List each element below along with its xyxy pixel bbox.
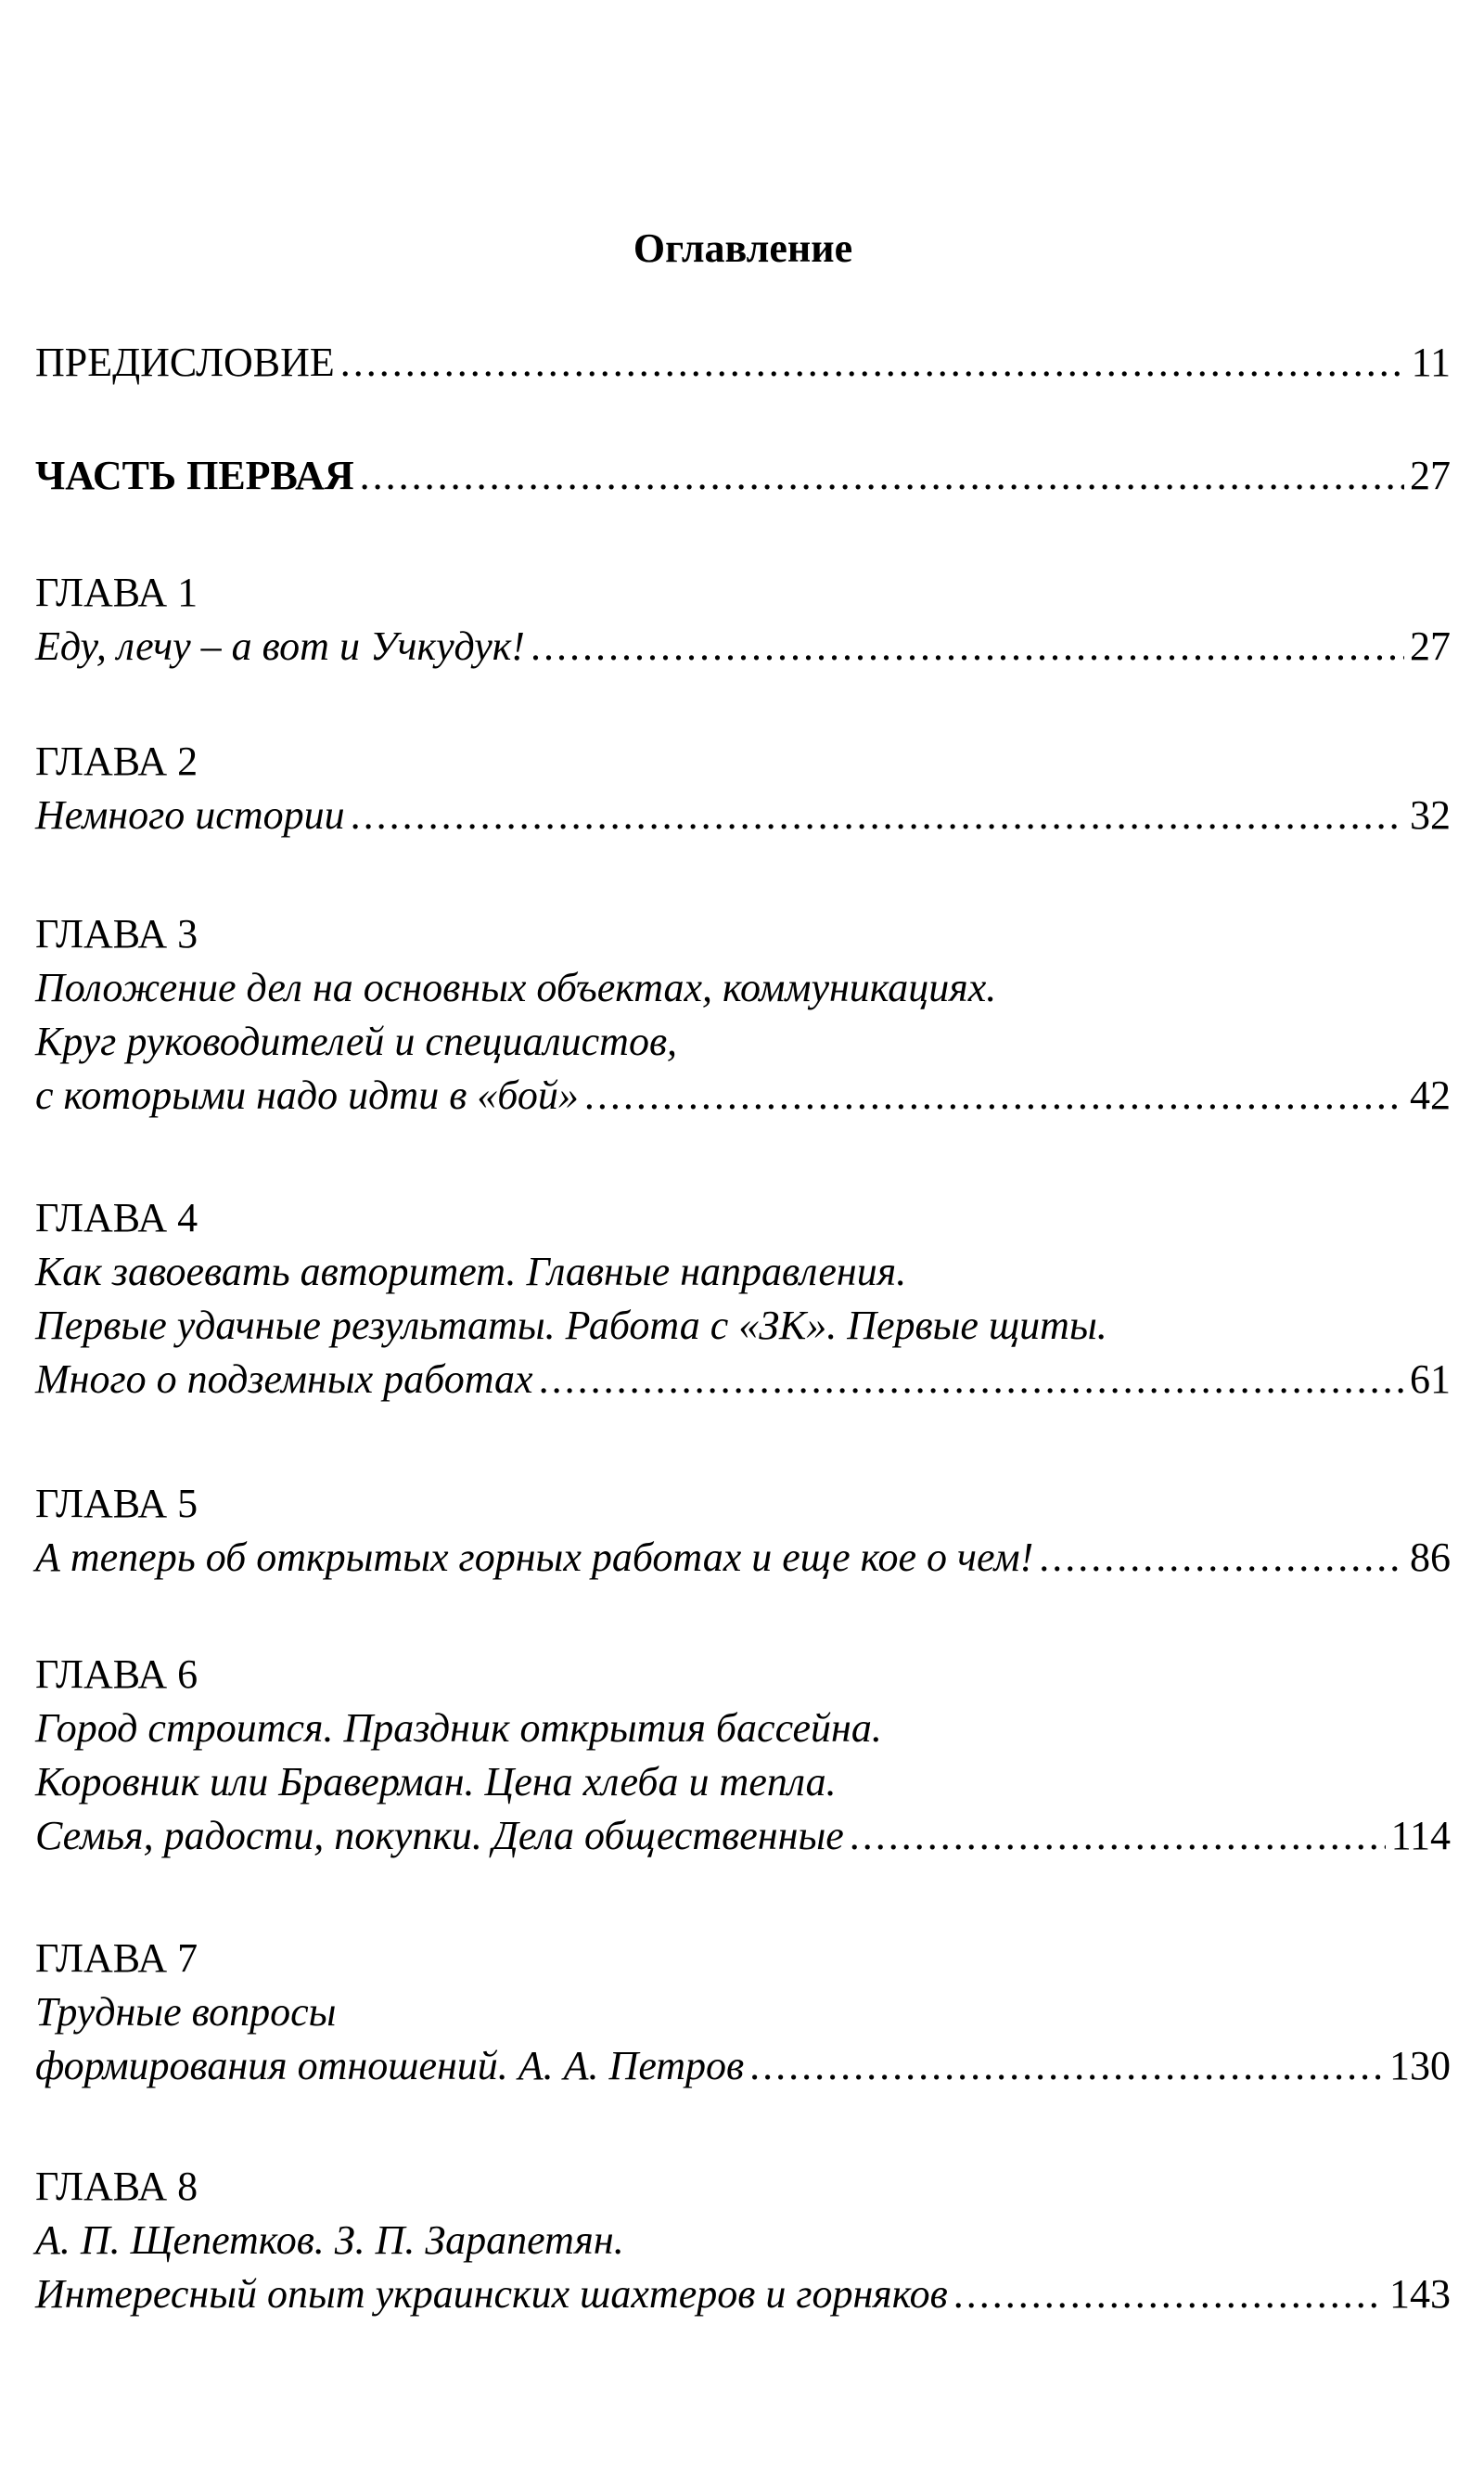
entry-page: 86 xyxy=(1410,1535,1451,1580)
chapter-title: Интересный опыт украинских шахтеров и горняков xyxy=(35,2271,948,2317)
dot-leader xyxy=(1039,1531,1404,1585)
toc-chapter xyxy=(35,735,1451,842)
toc-chapter xyxy=(35,907,1451,1123)
entry-page: 130 xyxy=(1389,2043,1451,2088)
chapter-title: Немного истории xyxy=(35,792,345,838)
chapter-title: А теперь об открытых горных работах и еще кое о чем! xyxy=(35,1535,1034,1580)
entry-page: 114 xyxy=(1390,1813,1451,1858)
chapter-title-line: Коровник или Браверман. Цена хлеба и тепла. xyxy=(35,1759,837,1805)
toc-chapter xyxy=(35,566,1451,674)
entry-page: 11 xyxy=(1411,340,1451,385)
toc-title: Оглавление xyxy=(633,225,853,271)
chapter-heading: ГЛАВА 1 xyxy=(35,570,198,615)
chapter-heading: ГЛАВА 2 xyxy=(35,739,198,784)
entry-label: ПРЕДИСЛОВИЕ xyxy=(35,340,335,385)
dot-leader xyxy=(531,620,1404,674)
entry-page: 27 xyxy=(1410,623,1451,669)
entry-page: 61 xyxy=(1410,1356,1451,1402)
dot-leader xyxy=(340,336,1406,390)
chapter-title: Семья, радости, покупки. Дела общественные xyxy=(35,1813,844,1858)
entry-page: 27 xyxy=(1410,453,1451,498)
dot-leader xyxy=(953,2267,1384,2321)
chapter-title: формирования отношений. А. А. Петров xyxy=(35,2043,745,2088)
chapter-title: с которыми надо идти в «бой» xyxy=(35,1072,579,1118)
entry-label: ЧАСТЬ ПЕРВАЯ xyxy=(35,453,354,498)
toc-chapter xyxy=(35,2160,1451,2321)
dot-leader xyxy=(360,449,1404,503)
chapter-heading: ГЛАВА 6 xyxy=(35,1651,198,1697)
chapter-heading: ГЛАВА 5 xyxy=(35,1481,198,1526)
chapter-title-line: Трудные вопросы xyxy=(35,1989,337,2035)
toc-entry-part xyxy=(35,449,1451,503)
toc-chapter xyxy=(35,1477,1451,1585)
chapter-heading: ГЛАВА 3 xyxy=(35,911,198,957)
dot-leader xyxy=(850,1809,1386,1863)
chapter-title-line: Положение дел на основных объектах, коммуникациях. xyxy=(35,965,997,1010)
toc-chapter xyxy=(35,1648,1451,1863)
toc-entry-preface xyxy=(35,336,1451,390)
chapter-title: Много о подземных работах xyxy=(35,1356,533,1402)
chapter-title-line: Как завоевать авторитет. Главные направления. xyxy=(35,1249,907,1294)
dot-leader xyxy=(351,789,1404,842)
dot-leader xyxy=(539,1353,1404,1406)
chapter-heading: ГЛАВА 8 xyxy=(35,2164,198,2209)
dot-leader xyxy=(749,2039,1384,2093)
entry-page: 42 xyxy=(1410,1072,1451,1118)
toc-chapter xyxy=(35,1932,1451,2093)
toc-chapter xyxy=(35,1191,1451,1406)
entry-page: 143 xyxy=(1389,2271,1451,2317)
chapter-title-line: Город строится. Праздник открытия бассейна. xyxy=(35,1705,882,1751)
chapter-title-line: Первые удачные результаты. Работа с «ЗК». Первые щиты. xyxy=(35,1303,1107,1348)
chapter-heading: ГЛАВА 4 xyxy=(35,1195,198,1240)
dot-leader xyxy=(584,1069,1404,1123)
chapter-title-line: А. П. Щепетков. З. П. Зарапетян. xyxy=(35,2217,624,2263)
chapter-title: Еду, лечу – а вот и Учкудук! xyxy=(35,623,525,669)
entry-page: 32 xyxy=(1410,792,1451,838)
chapter-title-line: Круг руководителей и специалистов, xyxy=(35,1019,678,1064)
chapter-heading: ГЛАВА 7 xyxy=(35,1935,198,1981)
